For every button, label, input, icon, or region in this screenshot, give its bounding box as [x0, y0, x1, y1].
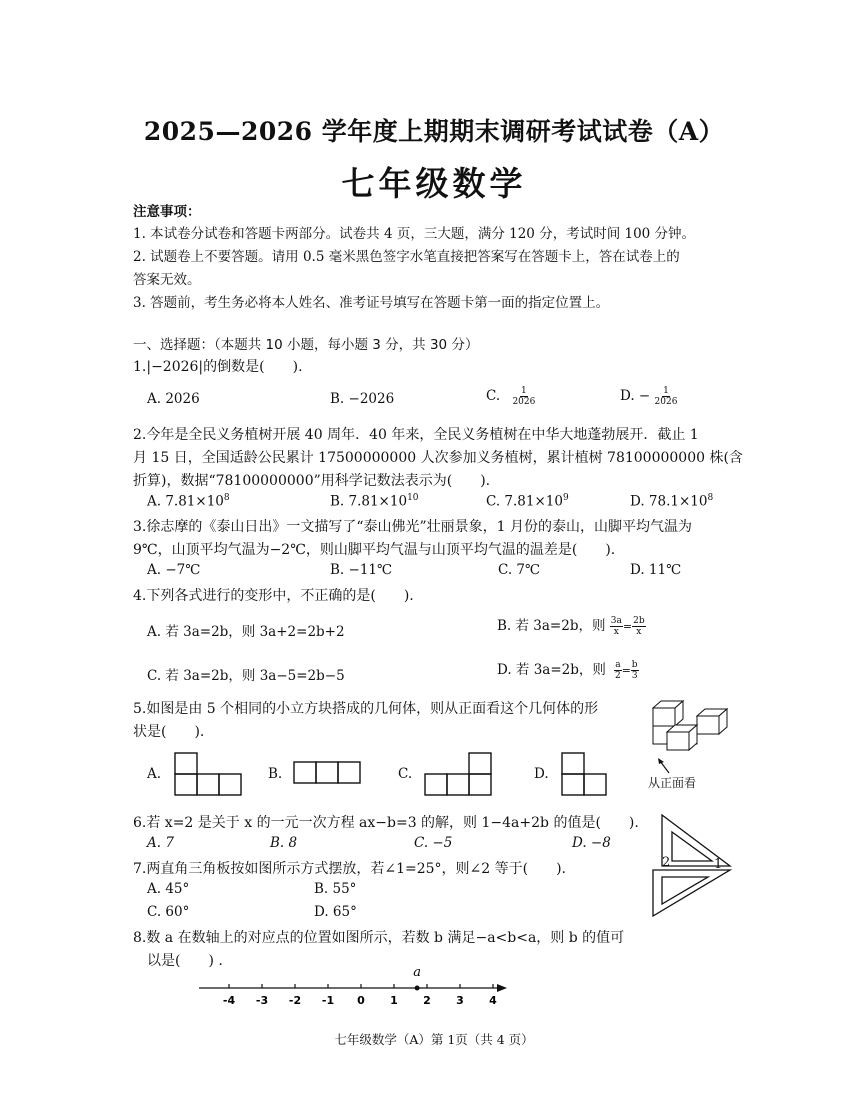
q6-option-c: C. −5 — [414, 835, 453, 851]
question-2-line-1: 2.今年是全民义务植树开展 40 周年．40 年来，全民义务植树在中华大地蓬勃展开．截止 1 — [133, 427, 699, 443]
q6-option-b: B. 8 — [270, 835, 298, 851]
exam-title: 2025—2026 学年度上期期末调研考试试卷（A） — [143, 117, 725, 146]
question-6-stem: 6.若 x=2 是关于 x 的一元一次方程 ax−b=3 的解，则 1−4a+2b 的值是( ). — [133, 815, 639, 831]
question-5-line-2: 状是( ). — [133, 724, 205, 740]
number-line-tick-label: 4 — [489, 994, 497, 1007]
q3-option-a: A. −7℃ — [147, 562, 201, 578]
q3-option-d: D. 11℃ — [630, 562, 682, 578]
number-line-tick-label: -2 — [288, 994, 302, 1007]
point-a-marker — [415, 986, 420, 991]
notice-item-2-cont: 答案无效。 — [133, 272, 201, 288]
number-line — [195, 962, 515, 1012]
notice-item-2: 2. 试题卷上不要答题。请用 0.5 毫米黑色签字水笔直接把答案写在答题卡上，答在试卷上的 — [133, 249, 680, 265]
notice-item-1: 1. 本试卷分试卷和答题卡两部分。试卷共 4 页，三大题，满分 120 分，考试时间 100 分钟。 — [133, 226, 696, 242]
number-line-tick-label: -3 — [255, 994, 269, 1007]
q2-option-a: A. $7.81\times 10^8$ — [147, 493, 230, 510]
number-line-tick-label: -1 — [321, 994, 335, 1007]
notice-heading: 注意事项： — [133, 204, 201, 220]
q4-option-b: B. 若 3a=2b，则 $\frac{3a}{x}$ = $\frac{2b}{x}$ — [497, 616, 645, 637]
q1-option-a: A. 2026 — [147, 391, 200, 407]
question-7-stem: 7.两直角三角板按如图所示方式摆放，若∠1=25°，则∠2 等于( ). — [133, 861, 567, 877]
question-3-line-1: 3.徐志摩的《泰山日出》一文描写了“泰山佛光”壮丽景象，1 月份的泰山，山脚平均气温为 — [133, 519, 693, 535]
number-line-tick-label: 1 — [390, 994, 398, 1007]
q5-option-b-label: B. — [268, 766, 283, 782]
number-line-tick-label: 0 — [357, 994, 365, 1007]
q5-option-c-label: C. — [398, 766, 413, 782]
arrow-right-icon — [497, 984, 507, 992]
question-2-line-3: 折算)，数据“78100000000”用科学记数法表示为( ). — [133, 473, 491, 489]
question-2-line-2: 月 15 日，全国适龄公民累计 17500000000 人次参加义务植树，累计植树 78100000000 株(含 — [133, 450, 743, 466]
cube-stack-figure — [645, 698, 735, 758]
front-view-label: 从正面看 — [648, 776, 697, 790]
q5-option-c-shape — [424, 752, 492, 796]
q6-option-a: A. 7 — [147, 835, 174, 851]
q7-option-a: A. 45° — [147, 881, 190, 897]
q2-option-c: C. $7.81\times 10^9$ — [486, 493, 569, 510]
exam-subject: 七年级数学 — [341, 164, 527, 203]
q4-option-d: D. 若 3a=2b，则 $\frac{a}{2}$ = $\frac{b}{3}$ — [497, 660, 638, 681]
q1-option-c: C. $\frac{1}{2026}$ — [486, 386, 536, 407]
q4-option-c: C. 若 3a=2b，则 3a−5=2b−5 — [147, 668, 345, 684]
q5-option-a-shape — [174, 752, 242, 796]
q3-option-b: B. −11℃ — [330, 562, 393, 578]
q1-option-d: D. − $\frac{1}{2026}$ — [620, 386, 678, 407]
point-a-label: a — [413, 965, 421, 980]
q5-option-b-shape — [293, 761, 361, 785]
q5-option-d-shape — [561, 752, 607, 796]
number-line-tick-label: 2 — [423, 994, 431, 1007]
notice-item-3: 3. 答题前，考生务必将本人姓名、准考证号填写在答题卡第一面的指定位置上。 — [133, 295, 610, 311]
question-8-line-2: 以是( ) . — [147, 953, 223, 969]
page-footer: 七年级数学（A）第 1页（共 4 页） — [334, 1032, 534, 1047]
question-3-line-2: 9℃，山顶平均气温为−2℃，则山脚平均气温与山顶平均气温的温差是( ). — [133, 542, 616, 558]
q2-option-d: D. $78.1\times 10^8$ — [630, 493, 714, 510]
angle-2-label: 2 — [662, 855, 671, 870]
q6-option-d: D. −8 — [572, 835, 611, 851]
number-line-tick-label: 3 — [456, 994, 464, 1007]
q7-option-b: B. 55° — [314, 881, 357, 897]
section-heading: 一、选择题：（本题共 10 小题，每小题 3 分，共 30 分） — [133, 337, 479, 353]
q4-option-a: A. 若 3a=2b，则 3a+2=2b+2 — [147, 624, 345, 640]
q3-option-c: C. 7℃ — [498, 562, 541, 578]
question-8-line-1: 8.数 a 在数轴上的对应点的位置如图所示，若数 b 满足−a<b<a，则 b 的值可 — [133, 930, 625, 946]
q7-option-c: C. 60° — [147, 904, 190, 920]
q7-option-d: D. 65° — [314, 904, 357, 920]
question-1-stem: 1.|−2026|的倒数是( ). — [133, 359, 303, 375]
q2-option-b: B. $7.81\times 10^{10}$ — [330, 493, 419, 510]
q1-option-b: B. −2026 — [330, 391, 395, 407]
number-line-tick-label: -4 — [222, 994, 236, 1007]
q5-option-d-label: D. — [534, 766, 549, 782]
q5-option-a-label: A. — [147, 766, 162, 782]
angle-1-label: 1 — [714, 857, 723, 872]
question-4-stem: 4.下列各式进行的变形中，不正确的是( ). — [133, 588, 414, 604]
question-5-line-1: 5.如图是由 5 个相同的小立方块搭成的几何体，则从正面看这个几何体的形 — [133, 701, 599, 717]
